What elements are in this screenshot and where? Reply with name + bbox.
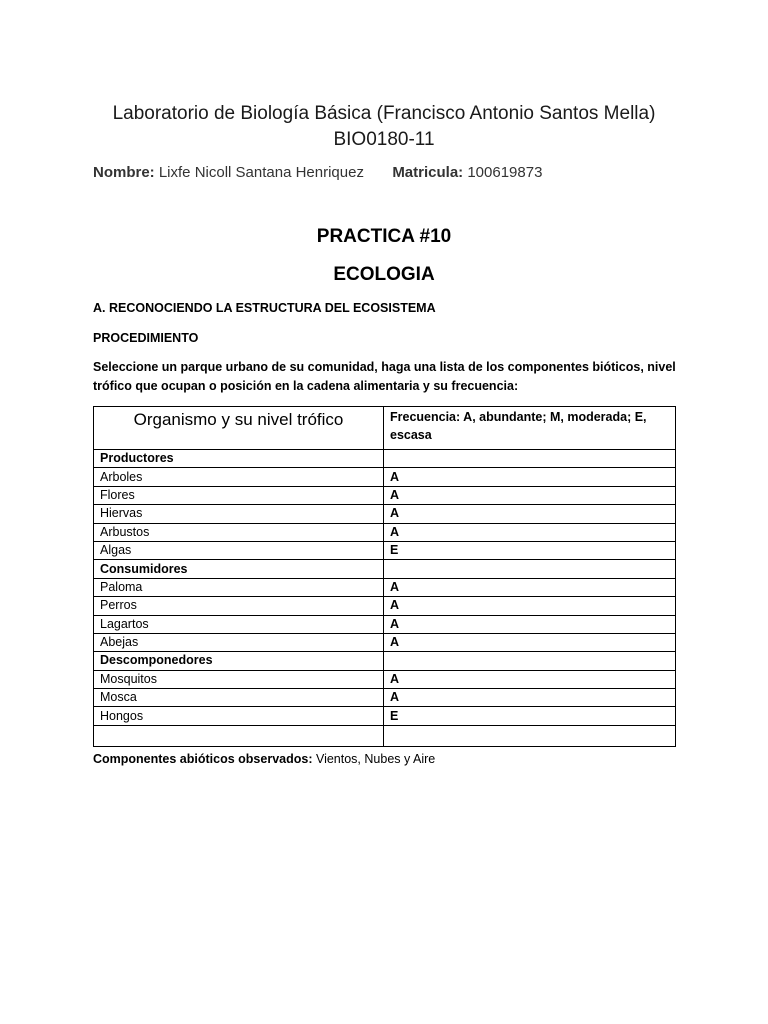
table-row <box>94 541 676 559</box>
practice-number: PRACTICA #10 <box>316 226 452 247</box>
instructions-text: Seleccione un parque urbano de su comunidad, haga una lista de los componentes bióticos, nivel trófico que ocupan o posición en la cadena alimentaria y su frecuencia: <box>93 360 676 393</box>
section-heading: A. RECONOCIENDO LA ESTRUCTURA DEL ECOSISTEMA <box>93 301 436 315</box>
organism-cell: Hongos <box>94 707 384 725</box>
frequency-cell: A <box>384 578 676 596</box>
organism-cell: Abejas <box>94 633 384 651</box>
organism-cell: Mosca <box>94 689 384 707</box>
organism-column-header: Organismo y su nivel trófico <box>94 407 384 450</box>
trophic-level-cell: Consumidores <box>94 560 384 578</box>
procedure-label: PROCEDIMIENTO <box>93 331 199 345</box>
organism-cell: Algas <box>94 541 384 559</box>
frequency-cell: E <box>384 541 676 559</box>
table-row <box>94 670 676 688</box>
table-group-row <box>94 450 676 468</box>
ecosystem-table <box>93 406 676 747</box>
table-row <box>94 597 676 615</box>
frequency-cell: A <box>384 486 676 504</box>
abiotic-value: Vientos, Nubes y Aire <box>315 752 436 766</box>
student-name: Lixfe Nicoll Santana Henriquez <box>158 164 364 181</box>
frequency-cell <box>384 560 676 578</box>
id-label: Matricula: <box>392 164 464 181</box>
course-code: BIO0180-11 <box>333 129 435 150</box>
trophic-level-cell: Productores <box>94 450 384 468</box>
frequency-cell: A <box>384 615 676 633</box>
frequency-cell: A <box>384 523 676 541</box>
table-row <box>94 468 676 486</box>
frequency-cell: A <box>384 689 676 707</box>
frequency-cell: A <box>384 670 676 688</box>
document-title: Laboratorio de Biología Básica (Francisco Antonio Santos Mella) <box>112 103 656 124</box>
empty-cell <box>94 725 384 746</box>
table-header-row <box>94 407 676 450</box>
organism-cell: Mosquitos <box>94 670 384 688</box>
frequency-cell <box>384 450 676 468</box>
organism-cell: Flores <box>94 486 384 504</box>
trophic-level-cell: Descomponedores <box>94 652 384 670</box>
frequency-cell: A <box>384 633 676 651</box>
student-id: 100619873 <box>467 164 543 181</box>
table-row <box>94 523 676 541</box>
organism-cell: Lagartos <box>94 615 384 633</box>
table-row <box>94 707 676 725</box>
table-row <box>94 615 676 633</box>
table-group-row <box>94 652 676 670</box>
organism-cell: Hiervas <box>94 505 384 523</box>
organism-cell: Paloma <box>94 578 384 596</box>
table-empty-row <box>94 725 676 746</box>
table-row <box>94 486 676 504</box>
table-row <box>94 505 676 523</box>
frequency-column-header: Frecuencia: A, abundante; M, moderada; E, escasa <box>384 407 676 450</box>
abiotic-label: Componentes abióticos observados: <box>93 752 313 766</box>
frequency-cell: A <box>384 468 676 486</box>
empty-cell <box>384 725 676 746</box>
table-group-row <box>94 560 676 578</box>
abiotic-components <box>93 751 435 768</box>
table-row <box>94 633 676 651</box>
student-info <box>93 163 542 183</box>
table-row <box>94 578 676 596</box>
frequency-cell <box>384 652 676 670</box>
frequency-cell: E <box>384 707 676 725</box>
frequency-cell: A <box>384 505 676 523</box>
organism-cell: Arbustos <box>94 523 384 541</box>
organism-cell: Perros <box>94 597 384 615</box>
table-body <box>94 450 676 747</box>
name-label: Nombre: <box>93 164 155 181</box>
frequency-cell: A <box>384 597 676 615</box>
practice-topic: ECOLOGIA <box>333 264 435 285</box>
table-row <box>94 689 676 707</box>
organism-cell: Arboles <box>94 468 384 486</box>
